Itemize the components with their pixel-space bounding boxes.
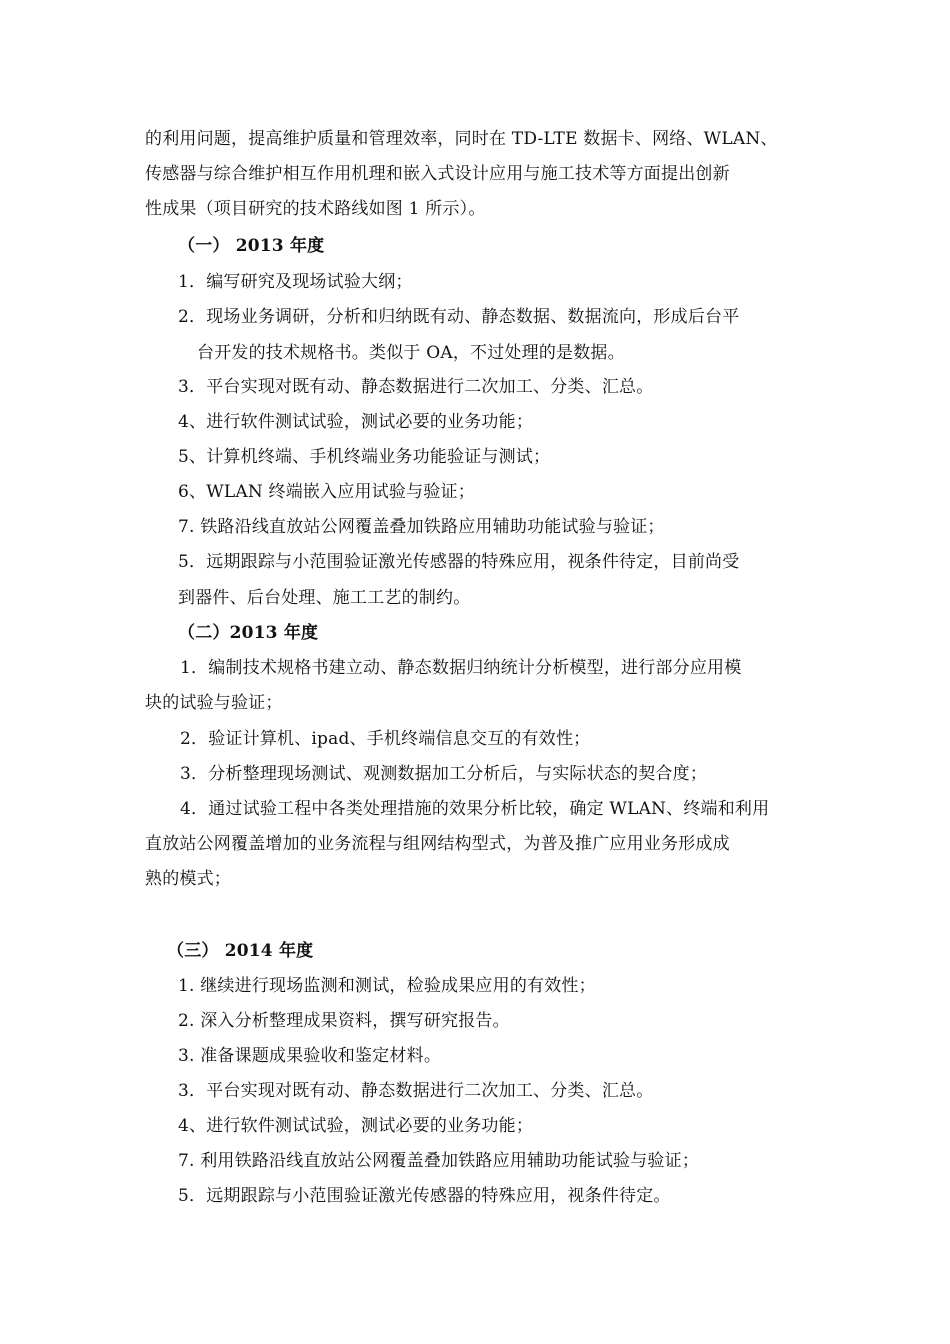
list-item: 3．平台实现对既有动、静态数据进行二次加工、分类、汇总。 bbox=[178, 377, 654, 397]
list-item: 2．验证计算机、ipad、手机终端信息交互的有效性； bbox=[180, 729, 591, 749]
list-item: 5．远期跟踪与小范围验证激光传感器的特殊应用，视条件待定，目前尚受 bbox=[178, 552, 740, 572]
list-item: 1. 继续进行现场监测和测试，检验成果应用的有效性； bbox=[178, 976, 596, 996]
list-item: 2. 深入分析整理成果资料，撰写研究报告。 bbox=[178, 1011, 510, 1031]
list-item: 3. 准备课题成果验收和鉴定材料。 bbox=[178, 1046, 442, 1066]
list-item: 4、进行软件测试试验，测试必要的业务功能； bbox=[178, 1116, 534, 1136]
section-heading-1: （一） 2013 年度 bbox=[178, 236, 325, 256]
list-item-continued: 块的试验与验证； bbox=[145, 693, 283, 713]
list-item: 7. 铁路沿线直放站公网覆盖叠加铁路应用辅助功能试验与验证； bbox=[178, 517, 665, 537]
list-item: 5、计算机终端、手机终端业务功能验证与测试； bbox=[178, 447, 551, 467]
list-item: 6、WLAN 终端嵌入应用试验与验证； bbox=[178, 482, 475, 502]
list-item: 4．通过试验工程中各类处理措施的效果分析比较，确定 WLAN、终端和利用 bbox=[180, 799, 770, 819]
intro-line-2: 传感器与综合维护相互作用机理和嵌入式设计应用与施工技术等方面提出创新 bbox=[145, 164, 730, 184]
list-item-continued: 熟的模式； bbox=[145, 869, 231, 889]
intro-line-1: 的利用问题，提高维护质量和管理效率，同时在 TD-LTE 数据卡、网络、WLAN、 bbox=[145, 129, 778, 149]
list-item: 1．编制技术规格书建立动、静态数据归纳统计分析模型，进行部分应用模 bbox=[180, 658, 742, 678]
section-heading-2: （二）2013 年度 bbox=[178, 623, 319, 643]
list-item: 7. 利用铁路沿线直放站公网覆盖叠加铁路应用辅助功能试验与验证； bbox=[178, 1151, 700, 1171]
list-item: 4、进行软件测试试验，测试必要的业务功能； bbox=[178, 412, 534, 432]
list-item-continued: 直放站公网覆盖增加的业务流程与组网结构型式，为普及推广应用业务形成成 bbox=[145, 834, 730, 854]
list-item-continued: 到器件、后台处理、施工工艺的制约。 bbox=[178, 588, 471, 608]
intro-line-3: 性成果（项目研究的技术路线如图 1 所示）。 bbox=[145, 199, 486, 219]
list-item: 2．现场业务调研，分析和归纳既有动、静态数据、数据流向，形成后台平 bbox=[178, 307, 740, 327]
list-item: 5．远期跟踪与小范围验证激光传感器的特殊应用，视条件待定。 bbox=[178, 1186, 671, 1206]
list-item-continued: 台开发的技术规格书。类似于 OA，不过处理的是数据。 bbox=[197, 343, 625, 363]
list-item: 1．编写研究及现场试验大纲； bbox=[178, 272, 413, 292]
list-item: 3．分析整理现场测试、观测数据加工分析后，与实际状态的契合度； bbox=[180, 764, 708, 784]
section-heading-3: （三） 2014 年度 bbox=[167, 941, 314, 961]
list-item: 3．平台实现对既有动、静态数据进行二次加工、分类、汇总。 bbox=[178, 1081, 654, 1101]
